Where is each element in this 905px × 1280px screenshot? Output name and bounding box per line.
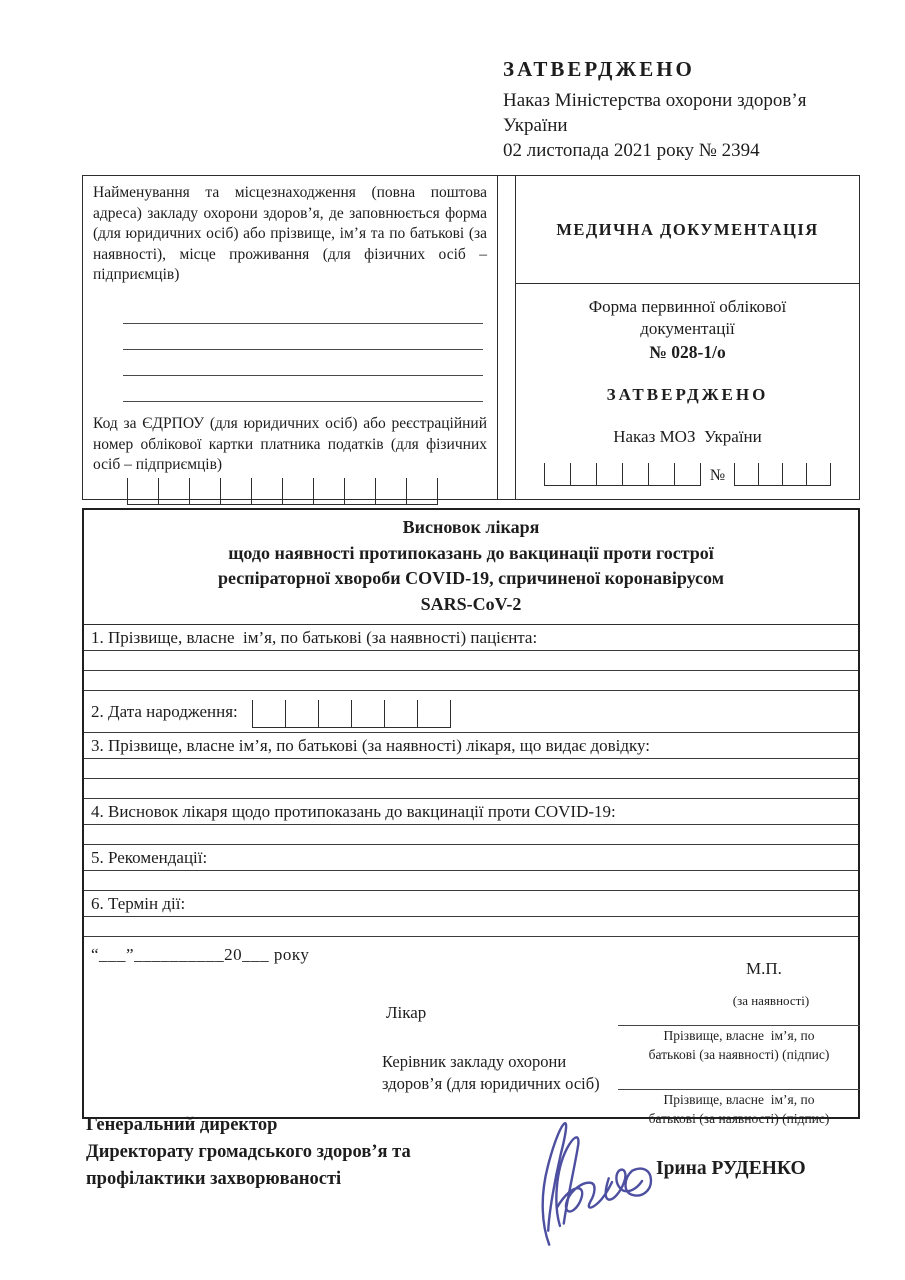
comb-cell[interactable]: [318, 700, 351, 727]
comb-cell[interactable]: [674, 463, 700, 485]
comb-cell[interactable]: [544, 463, 570, 485]
edrpou-comb-field[interactable]: [127, 478, 438, 505]
field-validity-label: 6. Термін дії:: [84, 891, 858, 917]
comb-cell[interactable]: [158, 478, 189, 504]
form-title-line1: Висновок лікаря: [402, 517, 540, 537]
handwritten-signature-icon: [501, 1113, 670, 1254]
comb-cell[interactable]: [351, 700, 384, 727]
blank-line[interactable]: [123, 350, 483, 376]
doctor-signature-label: Лікар: [386, 1003, 427, 1023]
facility-head-label: [382, 1051, 600, 1094]
blank-line[interactable]: [123, 324, 483, 350]
approval-order-date: 02 листопада 2021 року № 2394: [503, 140, 760, 162]
header-table: [82, 175, 860, 500]
blank-line[interactable]: [84, 759, 858, 779]
field-recommendations-label: 5. Рекомендації:: [84, 845, 858, 871]
comb-cell[interactable]: [570, 463, 596, 485]
approval-title: ЗАТВЕРДЖЕНО: [503, 57, 695, 81]
director-position-line1: Генеральний директор: [86, 1115, 278, 1135]
edrpou-label: Код за ЄДРПОУ (для юридичних осіб) або реєстраційний номер облікової картки платника податків (для фізичних осіб – підприємців): [93, 415, 487, 474]
fill-date-line[interactable]: “___”__________20___ року: [91, 945, 310, 965]
order-date-number-row: [516, 463, 859, 486]
facility-name-label: Найменування та місцезнаходження (повна поштова адреса) закладу охорони здоров’я, де заповнюється форма (для юридичних осіб) або прізвище, ім’я та по батькові (за наявності), місце проживання (для фізичних осіб – підприємців): [93, 184, 487, 284]
facility-info-cell: [83, 176, 498, 499]
comb-cell[interactable]: [189, 478, 220, 504]
signature-caption-line2: батькові (за наявності) (підпис): [648, 1047, 830, 1063]
blank-line[interactable]: [84, 671, 858, 691]
comb-cell[interactable]: [251, 478, 282, 504]
comb-cell[interactable]: [417, 700, 450, 727]
comb-cell[interactable]: [782, 463, 806, 485]
comb-cell[interactable]: [806, 463, 830, 485]
form-type-line2: документації: [640, 319, 735, 339]
stamp-place-label: М.П.: [746, 959, 782, 979]
blank-line[interactable]: [123, 298, 483, 324]
director-position-line3: профілактики захворюваності: [86, 1168, 342, 1189]
director-position-line2: Директорату громадського здоров’я та: [86, 1141, 411, 1162]
blank-line[interactable]: [84, 779, 858, 799]
number-sign: №: [709, 467, 726, 485]
comb-cell[interactable]: [406, 478, 437, 504]
form-type-line1: Форма первинної облікової: [588, 297, 787, 316]
approved-label: ЗАТВЕРДЖЕНО: [606, 385, 769, 405]
comb-cell[interactable]: [622, 463, 648, 485]
blank-line[interactable]: [84, 917, 858, 937]
field-birth-date-label: 2. Дата народження:: [91, 701, 238, 721]
director-position: [86, 1112, 411, 1192]
comb-cell[interactable]: [734, 463, 758, 485]
order-moz-label: Наказ МОЗ України: [613, 427, 762, 447]
signature-caption-line1: Прізвище, власне ім’я, по: [663, 1092, 815, 1108]
form-title-line2: щодо наявності протипоказань до вакцинації проти гострої: [228, 542, 714, 563]
field-doctor-name-label: 3. Прізвище, власне ім’я, по батькові (за наявності) лікаря, що видає довідку:: [84, 733, 858, 759]
form-title: [84, 510, 858, 625]
signature-caption-line2: батькові (за наявності) (підпис): [648, 1111, 830, 1127]
stamp-note: (за наявності): [732, 993, 810, 1009]
form-number: № 028-1/о: [649, 342, 726, 363]
order-number-comb-field[interactable]: [734, 463, 831, 486]
order-date-comb-field[interactable]: [544, 463, 701, 486]
field-birth-date: [84, 691, 858, 733]
form-title-line3: респіраторної хвороби COVID-19, спричиненої коронавірусом: [218, 568, 724, 589]
blank-line[interactable]: [84, 651, 858, 671]
medical-documentation-label: МЕДИЧНА ДОКУМЕНТАЦІЯ: [516, 176, 859, 284]
form-title-line4: SARS-CoV-2: [420, 593, 522, 614]
birth-date-comb-field[interactable]: [252, 700, 451, 728]
facility-write-in-lines: [123, 298, 483, 402]
blank-line[interactable]: [123, 376, 483, 402]
approval-order-line2: України: [503, 115, 568, 137]
header-table-spacer: [498, 176, 516, 499]
comb-cell[interactable]: [285, 700, 318, 727]
field-patient-name-label: 1. Прізвище, власне ім’я, по батькові (за наявності) пацієнта:: [84, 625, 858, 651]
blank-line[interactable]: [84, 871, 858, 891]
comb-cell[interactable]: [648, 463, 674, 485]
approval-header: [503, 57, 888, 163]
comb-cell[interactable]: [596, 463, 622, 485]
form-info-cell-wrap: [516, 176, 859, 499]
director-name: Ірина РУДЕНКО: [656, 1158, 806, 1179]
facility-head-label-line2: здоров’я (для юридичних осіб): [382, 1073, 600, 1093]
comb-cell[interactable]: [384, 700, 417, 727]
doctor-signature-line[interactable]: [618, 1025, 860, 1064]
signature-caption-line1: Прізвище, власне ім’я, по: [663, 1028, 815, 1044]
comb-cell[interactable]: [127, 478, 158, 504]
comb-cell[interactable]: [375, 478, 406, 504]
field-conclusion-label: 4. Висновок лікаря щодо протипоказань до вакцинації проти COVID-19:: [84, 799, 858, 825]
form-info-cell: [516, 284, 859, 499]
comb-cell[interactable]: [252, 700, 285, 727]
comb-cell[interactable]: [344, 478, 375, 504]
comb-cell[interactable]: [313, 478, 344, 504]
facility-head-label-line1: Керівник закладу охорони: [382, 1052, 567, 1072]
blank-line[interactable]: [84, 825, 858, 845]
approval-order-line1: Наказ Міністерства охорони здоров’я: [503, 90, 807, 111]
comb-cell[interactable]: [758, 463, 782, 485]
comb-cell[interactable]: [282, 478, 313, 504]
comb-cell[interactable]: [220, 478, 251, 504]
